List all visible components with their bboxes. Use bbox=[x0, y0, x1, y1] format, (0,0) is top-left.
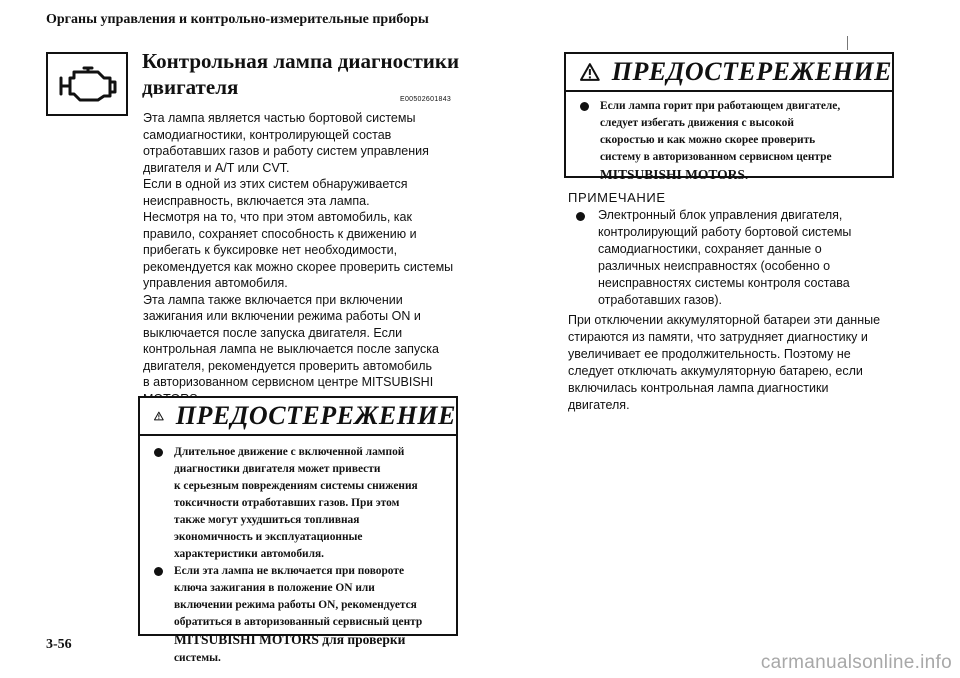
body-paragraph: Несмотря на то, что при этом автомобиль, как правило, сохраняет способность к движению и прибегать к буксировке нет необходимости, рекомендуется как можно скорее проверить системы управления автомобиля. bbox=[143, 210, 454, 290]
warning-triangle-icon bbox=[580, 63, 600, 81]
note-title: ПРИМЕЧАНИЕ bbox=[568, 190, 666, 205]
page-number: 3-56 bbox=[46, 637, 72, 652]
body-paragraph: При отключении аккумуляторной батареи эти данные стираются из памяти, что затрудняет диагностику и увеличивает ее продолжительность. Поэтому не следует отключать аккумуляторную батарею, если включилась контрольная лампа диагностики двигателя. bbox=[568, 313, 881, 412]
bullet-icon bbox=[576, 212, 585, 221]
bullet-icon bbox=[154, 448, 163, 457]
engine-check-icon bbox=[58, 62, 118, 108]
warning-item: Длительное движение с включенной лампой диагностики двигателя может привести к серьезным повреждениям системы снижения токсичности отработавших газов. При этом также могут ухудшиться топливная экономичность и эксплуатационные характеристики автомобиля. bbox=[154, 444, 446, 563]
warning-title: ПРЕДОСТЕРЕЖЕНИЕ bbox=[175, 401, 456, 430]
page-mark bbox=[847, 36, 854, 50]
warning-item: Если эта лампа не включается при повороте ключа зажигания в положение ON или включении режима работы ON, рекомендуется обратиться в авторизованный сервисный центр MITSUBISHI MOTORS для проверки системы. bbox=[154, 563, 446, 667]
bullet-icon bbox=[154, 567, 163, 576]
body-paragraph: Если в одной из этих систем обнаруживается неисправность, включается эта лампа. bbox=[143, 177, 408, 208]
page-header: Органы управления и контрольно-измерительные приборы bbox=[46, 12, 429, 27]
section-title-line: двигателя bbox=[142, 75, 239, 99]
section-code: E00502601843 bbox=[400, 96, 452, 103]
warning-item: Если лампа горит при работающем двигателе, следует избегать движения с высокой скоростью и как можно скорее проверить систему в авторизованном сервисном центре MITSUBISHI MOTORS. bbox=[580, 98, 882, 185]
warning-box-left bbox=[138, 396, 458, 664]
note-item: Электронный блок управления двигателя, контролирующий работу бортовой системы самодиагностики, сохраняет данные о различных неисправностях (особенно о неисправностях системы контроля состава отработавших газов). bbox=[598, 207, 918, 309]
warning-header bbox=[140, 398, 456, 436]
warning-body bbox=[566, 92, 892, 191]
body-paragraph: Эта лампа также включается при включении зажигания или включении режима работы ON и выключается после запуска двигателя. Если контрольная лампа не выключается после запуска двигателя, рекомендуется проверить автомобиль в авторизованном сервисном центре MITSUBISHI bbox=[143, 292, 439, 389]
warning-title: ПРЕДОСТЕРЕЖЕНИЕ bbox=[611, 57, 892, 86]
body-paragraph: Эта лампа является частью бортовой системы самодиагностики, контролирующей состав отработавших газов и работу систем управления двигателя и A/T или CVT. bbox=[143, 111, 429, 175]
warning-triangle-icon bbox=[154, 407, 164, 425]
watermark: carmanualsonline.info bbox=[760, 652, 952, 673]
engine-lamp-symbol bbox=[46, 52, 128, 116]
section-body bbox=[143, 110, 473, 407]
section-title bbox=[142, 48, 459, 100]
bullet-icon bbox=[580, 102, 589, 111]
warning-body bbox=[140, 436, 456, 673]
section-title-line: Контрольная лампа диагностики bbox=[142, 49, 460, 73]
warning-box-right bbox=[564, 52, 894, 182]
warning-header bbox=[566, 54, 892, 92]
